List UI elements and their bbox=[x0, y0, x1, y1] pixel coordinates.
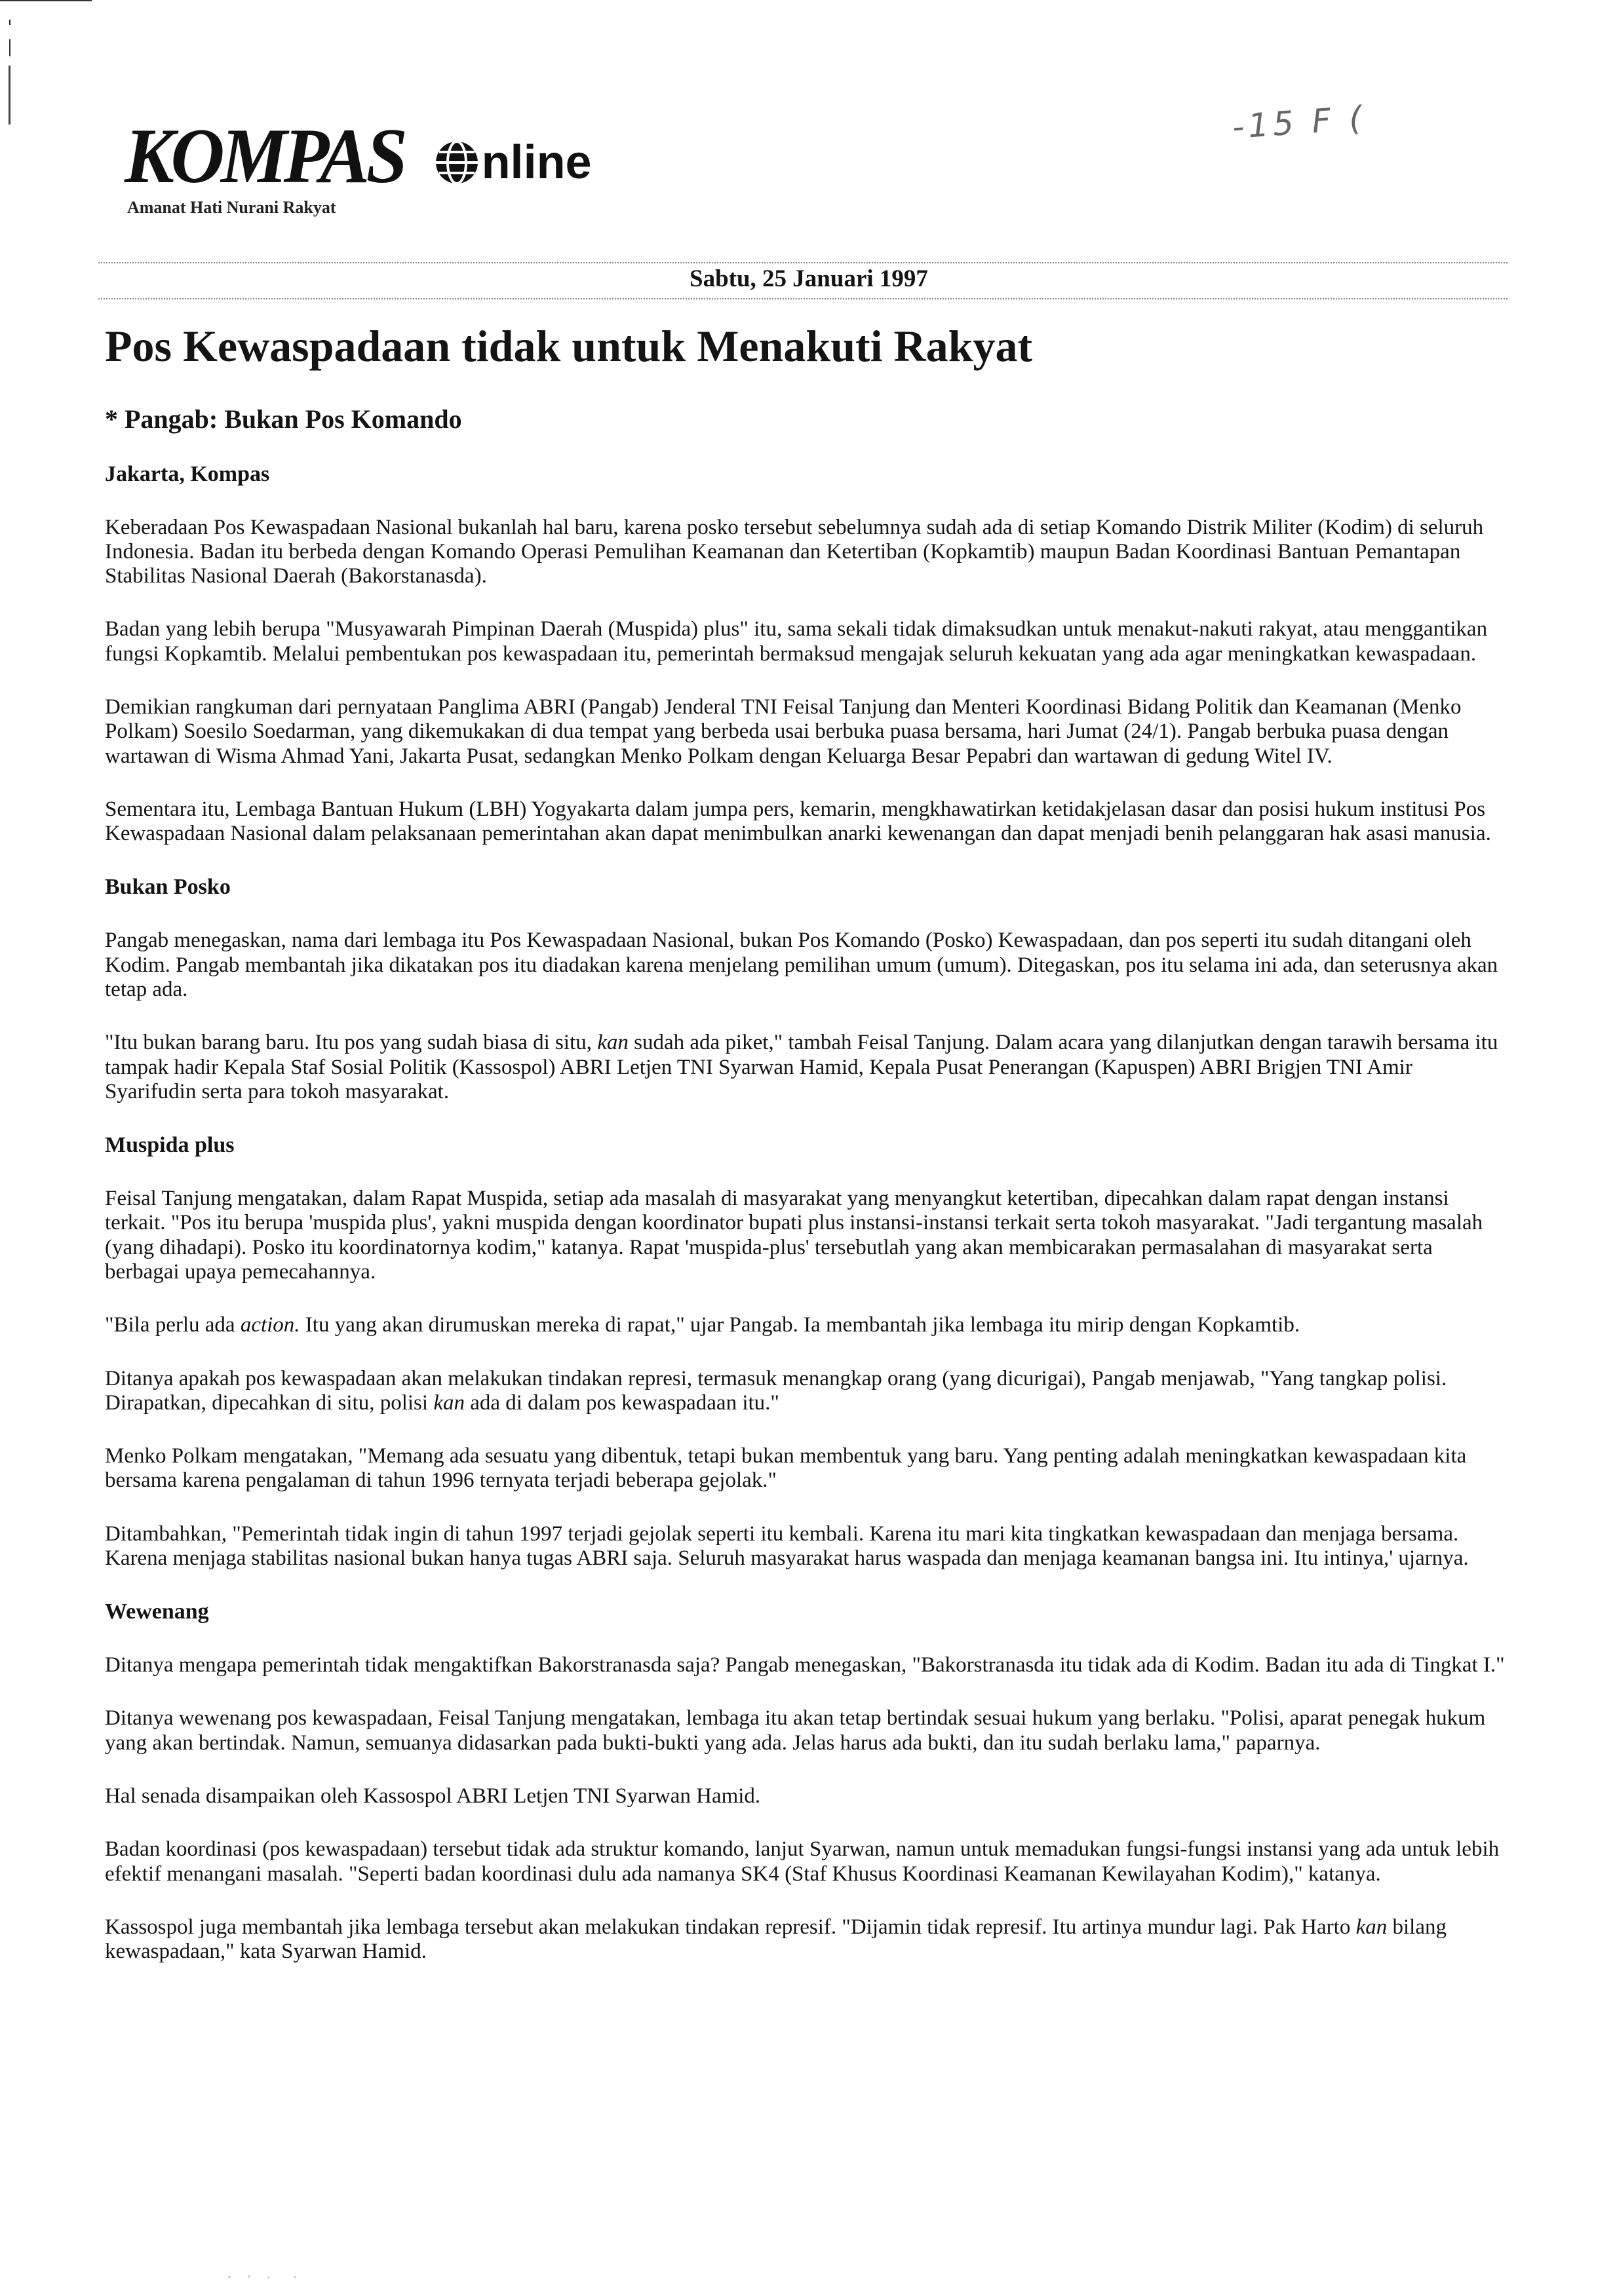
paragraph: Sementara itu, Lembaga Bantuan Hukum (LBH) Yogyakarta dalam jumpa pers, kemarin, mengkhawatirkan ketidakjelasan dasar dan posisi hukum institusi Pos Kewaspadaan Nasional dalam pelaksanaan pemerintahan akan dapat menimbulkan anarki kewenangan dan dapat menjadi benih pelanggaran hak asasi manusia. bbox=[105, 797, 1491, 846]
logo-tagline: Amanat Hati Nurani Rakyat bbox=[127, 198, 336, 217]
section-heading: Wewenang bbox=[105, 1599, 209, 1624]
logo-online bbox=[433, 136, 592, 189]
paragraph: Ditambahkan, "Pemerintah tidak ingin di tahun 1997 terjadi gejolak seperti itu kembali. Karena itu mari kita tingkatkan kewaspadaan dan menjaga bersama. Karena menjaga stabilitas nasional bukan hanya tugas ABRI saja. Seluruh masyarakat harus waspada dan menjaga keamanan bangsa ini. Itu intinya,' ujarnya. bbox=[105, 1521, 1469, 1570]
globe-icon bbox=[433, 139, 480, 186]
scan-noise bbox=[223, 2274, 341, 2280]
text-run: ada di dalam pos kewaspadaan itu." bbox=[464, 1390, 779, 1415]
text-run: sudah ada piket," tambah Feisal Tanjung. Dalam acara yang dilanjutkan dengan tarawih bersama itu tampak hadir Kepala Staf Sosial Politik (Kassospol) ABRI Letjen TNI Syarwan Hamid, Kepala Pusat Penerangan (Kapuspen) ABRI Brigjen TNI Amir Syarifudin serta para tokoh masyarakat. bbox=[105, 1031, 1498, 1103]
scan-margin-mark bbox=[8, 20, 12, 124]
scan-edge-line bbox=[0, 0, 92, 1]
paragraph: Feisal Tanjung mengatakan, dalam Rapat Muspida, setiap ada masalah di masyarakat yang menyangkut ketertiban, dipecahkan dalam rapat dengan instansi terkait. "Pos itu berupa 'muspida plus', yakni muspida dengan koordinator bupati plus instansi-instansi terkait serta tokoh masyarakat. "Jadi tergantung masalah (yang dihadapi). Posko itu koordinatornya kodim," katanya. Rapat 'muspida-plus' tersebutlah yang akan membicarakan permasalahan di masyarakat serta berbagai upaya pemecahannya. bbox=[105, 1187, 1483, 1284]
paragraph bbox=[105, 1367, 1508, 1416]
paragraph: Ditanya mengapa pemerintah tidak mengaktifkan Bakorstranasda saja? Pangab menegaskan, "Bakorstranasda itu tidak ada di Kodim. Badan itu ada di Tingkat I." bbox=[105, 1653, 1505, 1677]
subheadline: * Pangab: Bukan Pos Komando bbox=[105, 404, 462, 434]
text-run: "Bila perlu ada bbox=[105, 1313, 241, 1337]
handwritten-note: -15 F ( bbox=[1231, 98, 1367, 147]
italic-text: kan bbox=[433, 1390, 465, 1415]
bottom-divider bbox=[98, 298, 1508, 299]
text-run: Itu yang akan dirumuskan mereka di rapat," ujar Pangab. Ia membantah jika lembaga itu mirip dengan Kopkamtib. bbox=[300, 1313, 1300, 1337]
text-run: Kassospol juga membantah jika lembaga tersebut akan melakukan tindakan represif. "Dijamin tidak represif. Itu artinya mundur lagi. Pak Harto bbox=[105, 1915, 1356, 1939]
logo-wordmark: KOMPAS bbox=[125, 112, 404, 199]
paragraph: Badan koordinasi (pos kewaspadaan) tersebut tidak ada struktur komando, lanjut Syarwan, namun untuk memadukan fungsi-fungsi instansi yang ada untuk lebih efektif menangani masalah. "Seperti badan koordinasi dulu ada namanya SK4 (Staf Khusus Koordinasi Keamanan Kewilayahan Kodim)," katanya. bbox=[105, 1837, 1500, 1886]
paragraph: Hal senada disampaikan oleh Kassospol ABRI Letjen TNI Syarwan Hamid. bbox=[105, 1784, 761, 1808]
paragraph: Demikian rangkuman dari pernyataan Panglima ABRI (Pangab) Jenderal TNI Feisal Tanjung dan Menteri Koordinasi Bidang Politik dan Keamanan (Menko Polkam) Soesilo Soedarman, yang dikemukakan di dua tempat yang berbeda usai berbuka puasa bersama, hari Jumat (24/1). Pangab berbuka puasa dengan wartawan di Wisma Ahmad Yani, Jakarta Pusat, sedangkan Menko Polkam dengan Keluarga Besar Pepabri dan wartawan di gedung Witel IV. bbox=[105, 695, 1462, 768]
text-run: bilang kewaspadaan," kata Syarwan Hamid. bbox=[105, 1915, 1447, 1964]
italic-text: action. bbox=[240, 1313, 300, 1337]
paragraph: Badan yang lebih berupa "Musyawarah Pimpinan Daerah (Muspida) plus" itu, sama sekali tidak dimaksudkan untuk menakut-nakuti rakyat, atau menggantikan fungsi Kopkamtib. Melalui pembentukan pos kewaspadaan itu, pemerintah bermaksud mengajak seluruh kekuatan yang ada agar meningkatkan kewaspadaan. bbox=[105, 617, 1488, 666]
article-body bbox=[105, 320, 1508, 1964]
text-run: "Itu bukan barang baru. Itu pos yang sudah biasa di situ, bbox=[105, 1031, 598, 1055]
paragraph: Keberadaan Pos Kewaspadaan Nasional bukanlah hal baru, karena posko tersebut sebelumnya sudah ada di setiap Komando Distrik Militer (Kodim) di seluruh Indonesia. Badan itu berbeda dengan Komando Operasi Pemulihan Keamanan dan Ketertiban (Kopkamtib) maupun Badan Koordinasi Bantuan Pemantapan Stabilitas Nasional Daerah (Bakorstanasda). bbox=[105, 515, 1484, 588]
kompas-online-logo bbox=[125, 112, 592, 218]
paragraph: Pangab menegaskan, nama dari lembaga itu Pos Kewaspadaan Nasional, bukan Pos Komando (Posko) Kewaspadaan, dan pos seperti itu sudah ditangani oleh Kodim. Pangab membantah jika dikatakan pos itu diadakan karena menjelang pemilihan umum (umum). Ditegaskan, pos itu selama ini ada, dan seterusnya akan tetap ada. bbox=[105, 928, 1498, 1001]
section-heading: Bukan Posko bbox=[105, 875, 231, 900]
paragraph: Menko Polkam mengatakan, "Memang ada sesuatu yang dibentuk, tetapi bukan membentuk yang baru. Yang penting adalah meningkatkan kewaspadaan kita bersama karena pengalaman di tahun 1996 ternyata terjadi beberapa gejolak." bbox=[105, 1444, 1467, 1493]
dateline: Jakarta, Kompas bbox=[105, 461, 270, 486]
top-divider bbox=[98, 262, 1508, 263]
italic-text: kan bbox=[1355, 1915, 1388, 1939]
italic-text: kan bbox=[597, 1031, 629, 1055]
paragraph bbox=[105, 1031, 1508, 1104]
paragraph bbox=[105, 1915, 1508, 1964]
section-heading: Muspida plus bbox=[105, 1133, 235, 1158]
publication-date: Sabtu, 25 Januari 1997 bbox=[686, 265, 932, 293]
text-run: Ditanya apakah pos kewaspadaan akan melakukan tindakan represi, termasuk menangkap orang (yang dicurigai), Pangab menjawab, "Yang tangkap polisi. Dirapatkan, dipecahkan di situ, polisi bbox=[105, 1366, 1447, 1415]
paragraph bbox=[105, 1313, 1508, 1337]
headline: Pos Kewaspadaan tidak untuk Menakuti Rakyat bbox=[105, 321, 1033, 371]
logo-online-text: nline bbox=[481, 136, 592, 189]
paragraph: Ditanya wewenang pos kewaspadaan, Feisal Tanjung mengatakan, lembaga itu akan tetap bertindak sesuai hukum yang berlaku. "Polisi, aparat penegak hukum yang akan bertindak. Namun, semuanya didasarkan pada bukti-bukti yang ada. Jelas harus ada bukti, dan itu sudah berlaku lama," paparnya. bbox=[105, 1706, 1486, 1755]
